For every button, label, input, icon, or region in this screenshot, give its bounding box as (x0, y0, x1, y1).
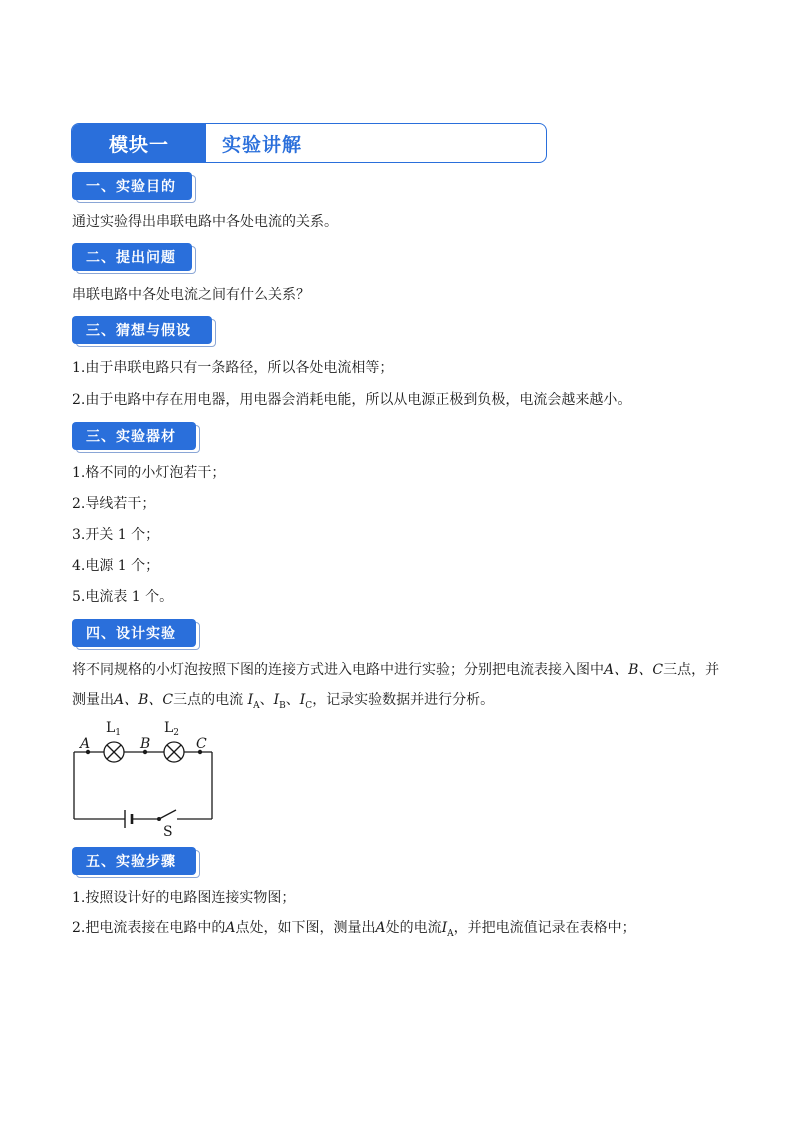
purpose-text: 通过实验得出串联电路中各处电流的关系。 (72, 214, 338, 230)
lamp-l2-label: $L_2$ (164, 720, 180, 738)
lamp-l1-label: $L_1$ (106, 720, 122, 738)
current-symbol: I (247, 692, 254, 708)
section-title: 五、实验步骤 (72, 847, 196, 875)
section-heading-equipment (72, 422, 196, 450)
section-title: 三、实验器材 (72, 422, 196, 450)
section-heading-steps (72, 847, 196, 875)
section-title: 三、猜想与假设 (72, 316, 212, 344)
equipment-item: 3.开关 1 个； (72, 527, 160, 543)
step-item: 1.按照设计好的电路图连接实物图； (72, 890, 296, 906)
equipment-item: 1.格不同的小灯泡若干； (72, 465, 226, 481)
hypothesis-item: 1.由于串联电路只有一条路径，所以各处电流相等； (72, 360, 394, 376)
node-a-label: A (80, 736, 91, 752)
hypothesis-item: 2.由于电路中存在用电器，用电器会消耗电能，所以从电源正极到负极，电流会越来越小。 (72, 392, 632, 408)
current-symbol: I (299, 692, 306, 708)
equipment-item: 2.导线若干； (72, 496, 156, 512)
node-b-label: B (140, 736, 151, 752)
lamp-l1-icon (104, 742, 124, 762)
point-labels: A、B、C (604, 662, 664, 678)
section-title: 四、设计实验 (72, 619, 196, 647)
current-symbol: I (273, 692, 280, 708)
module-tab-label: 模块一 (72, 124, 206, 162)
point-labels: A、B、C (114, 692, 174, 708)
section-heading-purpose (72, 172, 192, 200)
node-c-label: C (196, 736, 207, 752)
question-text: 串联电路中各处电流之间有什么关系？ (72, 287, 310, 303)
section-heading-question (72, 243, 192, 271)
section-heading-design (72, 619, 196, 647)
switch-pivot-dot (157, 817, 161, 821)
equipment-item: 5.电流表 1 个。 (72, 589, 174, 605)
section-title: 二、提出问题 (72, 243, 192, 271)
series-circuit-diagram (66, 712, 226, 840)
switch-icon (159, 810, 176, 819)
switch-label: S (163, 824, 173, 840)
module-banner (71, 123, 547, 163)
battery-icon (125, 810, 132, 828)
step-item: 2.把电流表接在电路中的A点处，如下图，测量出A处的电流$I_A$，并把电流值记录在表格中； (72, 920, 636, 939)
lamp-l2-icon (164, 742, 184, 762)
design-line-2: 测量出A、B、C三点的电流 $I_A$、$I_B$、$I_C$，记录实验数据并进行分析。 (72, 692, 495, 711)
equipment-item: 4.电源 1 个； (72, 558, 160, 574)
module-title: 实验讲解 (222, 133, 303, 156)
section-title: 一、实验目的 (72, 172, 192, 200)
section-heading-hypothesis (72, 316, 212, 344)
design-line-1: 将不同规格的小灯泡按照下图的连接方式进入电路中进行实验；分别把电流表接入图中A、B、C三点，并 (72, 662, 720, 678)
